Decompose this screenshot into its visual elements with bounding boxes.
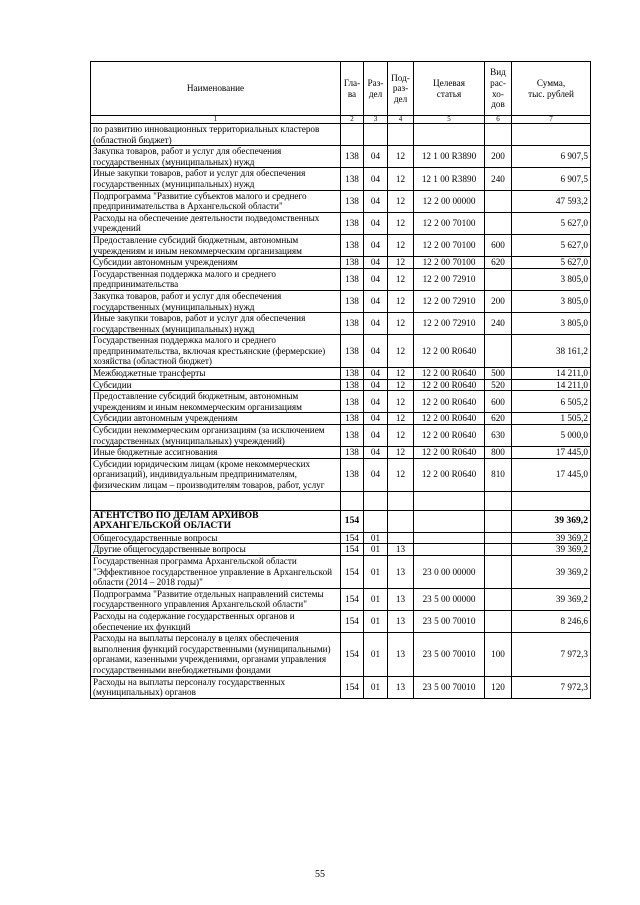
table-row xyxy=(91,335,591,368)
cell-sum: 14 211,0 xyxy=(512,368,591,380)
cell-glava: 138 xyxy=(341,146,364,168)
cell-name: Иные закупки товаров, работ и услуг для обеспечения государственных (муниципальных) нужд xyxy=(91,313,341,335)
cell-podrazdel: 13 xyxy=(388,555,414,588)
cell-name: Общегосударственные вопросы xyxy=(91,532,341,544)
cell-sum: 38 161,2 xyxy=(512,335,591,368)
table-row xyxy=(91,168,591,190)
table-row xyxy=(91,588,591,610)
cell-target: 12 2 00 70100 xyxy=(414,257,485,269)
cell-vid: 600 xyxy=(485,391,512,413)
empty-cell xyxy=(341,491,364,510)
cell-vid: 500 xyxy=(485,368,512,380)
cell-name: Субсидии некоммерческим организациям (за исключением государственных (муниципальных) учреждений) xyxy=(91,425,341,447)
cell-sum: 7 972,3 xyxy=(512,676,591,698)
cell-razdel: 04 xyxy=(364,379,388,391)
cell-sum xyxy=(512,124,591,146)
cell-target: 23 5 00 70010 xyxy=(414,633,485,676)
table-row xyxy=(91,290,591,312)
budget-table-page xyxy=(90,61,590,699)
cell-name: Государственная поддержка малого и среднего предпринимательства, включая крестьянские (фермерские) хозяйства (областной бюджет) xyxy=(91,335,341,368)
cell-sum: 7 972,3 xyxy=(512,633,591,676)
cell-vid: 200 xyxy=(485,146,512,168)
cell-razdel: 04 xyxy=(364,234,388,256)
col-number: 7 xyxy=(512,116,591,124)
cell-name: Расходы на выплаты персоналу в целях обеспечения выполнения функций государственными (муниципальными) органами, казенными учреждениями, органами управления государственными внебюджетными фондами xyxy=(91,633,341,676)
cell-razdel: 04 xyxy=(364,391,388,413)
cell-podrazdel: 12 xyxy=(388,290,414,312)
cell-glava: 138 xyxy=(341,257,364,269)
cell-target: 12 2 00 R0640 xyxy=(414,335,485,368)
cell-target: 12 2 00 72910 xyxy=(414,268,485,290)
col-number: 4 xyxy=(388,116,414,124)
cell-vid: 600 xyxy=(485,234,512,256)
header-razdel: Раз- дел xyxy=(364,62,388,116)
cell-podrazdel: 12 xyxy=(388,379,414,391)
cell-target: 23 5 00 70010 xyxy=(414,610,485,632)
cell-razdel: 04 xyxy=(364,425,388,447)
cell-razdel: 04 xyxy=(364,335,388,368)
cell-name: Субсидии xyxy=(91,379,341,391)
table-row xyxy=(91,124,591,146)
cell-podrazdel: 13 xyxy=(388,610,414,632)
cell-vid: 120 xyxy=(485,676,512,698)
cell-sum: 5 627,0 xyxy=(512,212,591,234)
cell-name: Подпрограмма "Развитие субъектов малого и среднего предпринимательства в Архангельской области" xyxy=(91,190,341,212)
cell-target: 12 2 00 70100 xyxy=(414,234,485,256)
table-row xyxy=(91,268,591,290)
cell-target: 12 2 00 R0640 xyxy=(414,458,485,491)
cell-podrazdel xyxy=(388,510,414,532)
cell-name: Расходы на выплаты персоналу государственных (муниципальных) органов xyxy=(91,676,341,698)
column-number-row xyxy=(91,116,591,124)
cell-glava: 154 xyxy=(341,610,364,632)
cell-podrazdel: 12 xyxy=(388,413,414,425)
cell-sum: 39 369,2 xyxy=(512,544,591,556)
cell-vid: 100 xyxy=(485,633,512,676)
cell-podrazdel: 12 xyxy=(388,146,414,168)
cell-target: 23 0 00 00000 xyxy=(414,555,485,588)
cell-razdel: 04 xyxy=(364,368,388,380)
cell-vid: 810 xyxy=(485,458,512,491)
cell-vid xyxy=(485,268,512,290)
cell-target xyxy=(414,532,485,544)
cell-name: Межбюджетные трансферты xyxy=(91,368,341,380)
cell-razdel: 04 xyxy=(364,413,388,425)
cell-name: Закупка товаров, работ и услуг для обеспечения государственных (муниципальных) нужд xyxy=(91,290,341,312)
cell-name: АГЕНТСТВО ПО ДЕЛАМ АРХИВОВ АРХАНГЕЛЬСКОЙ ОБЛАСТИ xyxy=(91,510,341,532)
cell-name: Другие общегосударственные вопросы xyxy=(91,544,341,556)
cell-sum: 3 805,0 xyxy=(512,313,591,335)
cell-target xyxy=(414,124,485,146)
cell-podrazdel: 12 xyxy=(388,368,414,380)
cell-sum: 6 907,5 xyxy=(512,168,591,190)
cell-glava: 138 xyxy=(341,234,364,256)
cell-vid xyxy=(485,532,512,544)
empty-cell xyxy=(512,491,591,510)
col-number: 2 xyxy=(341,116,364,124)
col-number: 6 xyxy=(485,116,512,124)
cell-target: 12 1 00 R3890 xyxy=(414,168,485,190)
cell-podrazdel: 12 xyxy=(388,391,414,413)
cell-podrazdel: 12 xyxy=(388,168,414,190)
table-row xyxy=(91,212,591,234)
header-sum: Сумма, тыс. рублей xyxy=(512,62,591,116)
cell-glava: 154 xyxy=(341,510,364,532)
cell-razdel: 04 xyxy=(364,212,388,234)
cell-razdel: 04 xyxy=(364,313,388,335)
cell-vid: 200 xyxy=(485,290,512,312)
table-row xyxy=(91,633,591,676)
cell-sum: 5 627,0 xyxy=(512,234,591,256)
cell-podrazdel: 12 xyxy=(388,313,414,335)
table-row xyxy=(91,610,591,632)
cell-name: Предоставление субсидий бюджетным, автономным учреждениям и иным некоммерческим организациям xyxy=(91,234,341,256)
table-row xyxy=(91,379,591,391)
cell-glava: 154 xyxy=(341,544,364,556)
cell-name: Предоставление субсидий бюджетным, автономным учреждениям и иным некоммерческим организациям xyxy=(91,391,341,413)
cell-podrazdel: 12 xyxy=(388,268,414,290)
cell-glava: 138 xyxy=(341,268,364,290)
table-body xyxy=(91,124,591,699)
cell-razdel xyxy=(364,510,388,532)
cell-name: Государственная программа Архангельской области "Эффективное государственное управление в Архангельской области (2014 – 2018 годы)" xyxy=(91,555,341,588)
cell-podrazdel xyxy=(388,124,414,146)
cell-podrazdel: 13 xyxy=(388,633,414,676)
cell-vid xyxy=(485,335,512,368)
cell-razdel: 01 xyxy=(364,532,388,544)
cell-sum: 17 445,0 xyxy=(512,447,591,459)
cell-sum: 5 000,0 xyxy=(512,425,591,447)
table-row xyxy=(91,368,591,380)
table-row xyxy=(91,532,591,544)
cell-podrazdel: 12 xyxy=(388,212,414,234)
cell-vid: 630 xyxy=(485,425,512,447)
cell-razdel: 01 xyxy=(364,555,388,588)
header-target: Целевая статья xyxy=(414,62,485,116)
cell-glava: 138 xyxy=(341,447,364,459)
cell-sum: 5 627,0 xyxy=(512,257,591,269)
table-row xyxy=(91,391,591,413)
cell-vid xyxy=(485,610,512,632)
cell-target: 12 2 00 R0640 xyxy=(414,391,485,413)
cell-name: Закупка товаров, работ и услуг для обеспечения государственных (муниципальных) нужд xyxy=(91,146,341,168)
cell-name: Государственная поддержка малого и среднего предпринимательства xyxy=(91,268,341,290)
cell-sum: 14 211,0 xyxy=(512,379,591,391)
cell-glava: 138 xyxy=(341,290,364,312)
cell-podrazdel: 12 xyxy=(388,425,414,447)
cell-razdel: 04 xyxy=(364,146,388,168)
cell-vid: 520 xyxy=(485,379,512,391)
table-row xyxy=(91,491,591,510)
cell-razdel: 04 xyxy=(364,268,388,290)
empty-cell xyxy=(485,491,512,510)
table-row xyxy=(91,413,591,425)
col-number: 1 xyxy=(91,116,341,124)
cell-name: Иные закупки товаров, работ и услуг для обеспечения государственных (муниципальных) нужд xyxy=(91,168,341,190)
cell-razdel: 01 xyxy=(364,588,388,610)
cell-razdel: 04 xyxy=(364,290,388,312)
cell-name: Подпрограмма "Развитие отдельных направлений системы государственного управления Архангельской области" xyxy=(91,588,341,610)
cell-glava: 138 xyxy=(341,413,364,425)
table-row xyxy=(91,447,591,459)
cell-vid xyxy=(485,544,512,556)
cell-sum: 1 505,2 xyxy=(512,413,591,425)
table-row xyxy=(91,234,591,256)
cell-target: 12 2 00 R0640 xyxy=(414,447,485,459)
cell-sum: 3 805,0 xyxy=(512,290,591,312)
cell-target: 12 2 00 R0640 xyxy=(414,413,485,425)
table-header-row xyxy=(91,62,591,116)
cell-sum: 39 369,2 xyxy=(512,510,591,532)
cell-vid: 240 xyxy=(485,168,512,190)
col-number: 5 xyxy=(414,116,485,124)
cell-sum: 8 246,6 xyxy=(512,610,591,632)
cell-glava: 154 xyxy=(341,588,364,610)
cell-glava: 138 xyxy=(341,391,364,413)
cell-target: 12 2 00 00000 xyxy=(414,190,485,212)
header-podrazdel: Под- раз- дел xyxy=(388,62,414,116)
cell-glava: 138 xyxy=(341,212,364,234)
cell-target: 12 2 00 70100 xyxy=(414,212,485,234)
cell-podrazdel: 13 xyxy=(388,676,414,698)
empty-cell xyxy=(388,491,414,510)
cell-name: Иные бюджетные ассигнования xyxy=(91,447,341,459)
cell-sum: 17 445,0 xyxy=(512,458,591,491)
cell-vid xyxy=(485,510,512,532)
table-row xyxy=(91,425,591,447)
cell-glava: 138 xyxy=(341,168,364,190)
cell-podrazdel: 12 xyxy=(388,234,414,256)
empty-cell xyxy=(364,491,388,510)
cell-target: 12 2 00 72910 xyxy=(414,313,485,335)
cell-name: Субсидии автономным учреждениям xyxy=(91,413,341,425)
cell-sum: 3 805,0 xyxy=(512,268,591,290)
cell-name: по развитию инновационных территориальных кластеров (областной бюджет) xyxy=(91,124,341,146)
cell-glava: 138 xyxy=(341,335,364,368)
empty-cell xyxy=(91,491,341,510)
cell-vid: 800 xyxy=(485,447,512,459)
page-number: 55 xyxy=(315,869,325,880)
cell-glava: 154 xyxy=(341,532,364,544)
cell-target xyxy=(414,544,485,556)
col-number: 3 xyxy=(364,116,388,124)
cell-vid xyxy=(485,212,512,234)
cell-podrazdel: 13 xyxy=(388,588,414,610)
cell-glava: 138 xyxy=(341,458,364,491)
cell-sum: 6 505,2 xyxy=(512,391,591,413)
budget-table xyxy=(90,61,591,699)
cell-sum: 39 369,2 xyxy=(512,588,591,610)
cell-glava: 138 xyxy=(341,379,364,391)
cell-target: 12 2 00 R0640 xyxy=(414,368,485,380)
cell-podrazdel: 12 xyxy=(388,447,414,459)
cell-sum: 6 907,5 xyxy=(512,146,591,168)
table-row xyxy=(91,146,591,168)
cell-razdel: 01 xyxy=(364,676,388,698)
cell-podrazdel: 12 xyxy=(388,335,414,368)
cell-sum: 47 593,2 xyxy=(512,190,591,212)
cell-razdel: 04 xyxy=(364,458,388,491)
cell-razdel: 01 xyxy=(364,544,388,556)
cell-vid xyxy=(485,588,512,610)
table-row xyxy=(91,544,591,556)
cell-glava: 138 xyxy=(341,368,364,380)
cell-razdel: 01 xyxy=(364,633,388,676)
cell-podrazdel: 13 xyxy=(388,544,414,556)
cell-vid: 620 xyxy=(485,413,512,425)
cell-target: 12 2 00 R0640 xyxy=(414,425,485,447)
cell-vid: 240 xyxy=(485,313,512,335)
cell-target: 12 1 00 R3890 xyxy=(414,146,485,168)
cell-razdel: 04 xyxy=(364,447,388,459)
cell-sum: 39 369,2 xyxy=(512,555,591,588)
header-vid: Вид рас- хо- дов xyxy=(485,62,512,116)
cell-podrazdel: 12 xyxy=(388,257,414,269)
cell-sum: 39 369,2 xyxy=(512,532,591,544)
cell-glava xyxy=(341,124,364,146)
cell-glava: 154 xyxy=(341,633,364,676)
cell-glava: 138 xyxy=(341,313,364,335)
cell-glava: 138 xyxy=(341,190,364,212)
table-row xyxy=(91,313,591,335)
cell-vid: 620 xyxy=(485,257,512,269)
header-name: Наименование xyxy=(91,62,341,116)
table-row xyxy=(91,510,591,532)
table-row xyxy=(91,676,591,698)
cell-target: 23 5 00 70010 xyxy=(414,676,485,698)
cell-glava: 154 xyxy=(341,676,364,698)
cell-razdel: 01 xyxy=(364,610,388,632)
cell-target xyxy=(414,510,485,532)
cell-vid xyxy=(485,555,512,588)
table-row xyxy=(91,257,591,269)
cell-razdel xyxy=(364,124,388,146)
cell-vid xyxy=(485,124,512,146)
cell-glava: 138 xyxy=(341,425,364,447)
cell-target: 23 5 00 00000 xyxy=(414,588,485,610)
cell-name: Субсидии юридическим лицам (кроме некоммерческих организаций), индивидуальным предпринимателям, физическим лицам – производителям товаров, работ, услуг xyxy=(91,458,341,491)
cell-razdel: 04 xyxy=(364,190,388,212)
cell-podrazdel: 12 xyxy=(388,190,414,212)
cell-podrazdel: 12 xyxy=(388,458,414,491)
cell-razdel: 04 xyxy=(364,257,388,269)
cell-glava: 154 xyxy=(341,555,364,588)
cell-target: 12 2 00 R0640 xyxy=(414,379,485,391)
cell-podrazdel xyxy=(388,532,414,544)
table-row xyxy=(91,458,591,491)
empty-cell xyxy=(414,491,485,510)
table-row xyxy=(91,555,591,588)
header-glava: Гла- ва xyxy=(341,62,364,116)
cell-name: Субсидии автономным учреждениям xyxy=(91,257,341,269)
cell-vid xyxy=(485,190,512,212)
table-row xyxy=(91,190,591,212)
cell-name: Расходы на содержание государственных органов и обеспечение их функций xyxy=(91,610,341,632)
cell-target: 12 2 00 72910 xyxy=(414,290,485,312)
cell-razdel: 04 xyxy=(364,168,388,190)
cell-name: Расходы на обеспечение деятельности подведомственных учреждений xyxy=(91,212,341,234)
